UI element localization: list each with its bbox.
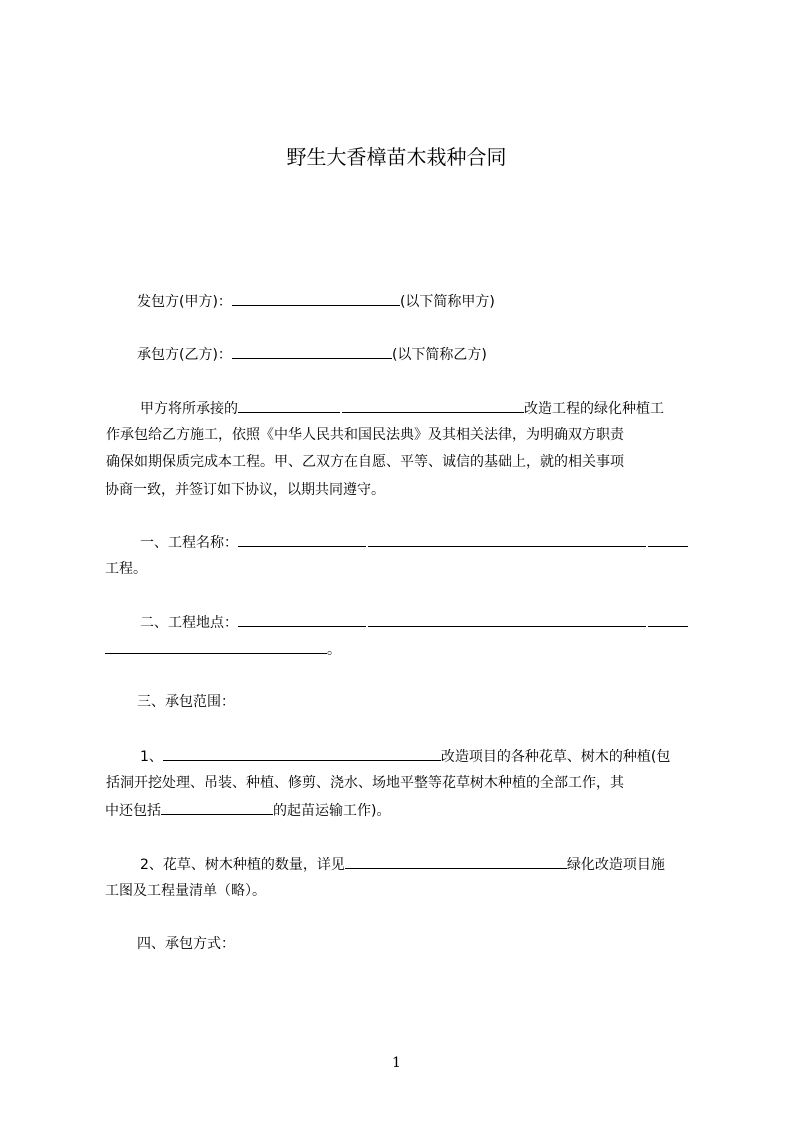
section-2-line	[140, 612, 688, 633]
page-number: 1	[392, 1055, 401, 1071]
item-1-line-3	[105, 800, 390, 821]
party-b-label: 承包方(乙方)：	[137, 347, 232, 363]
section-2-blank-4	[105, 639, 327, 654]
party-a-line	[137, 291, 495, 312]
party-b-suffix: (以下简称乙方)	[391, 347, 487, 363]
item-2-line-2: 工图及工程量清单（略）。	[105, 883, 266, 899]
party-a-blank	[232, 291, 400, 306]
intro-line-4: 协商一致，并签订如下协议，以期共同遵守。	[105, 482, 385, 498]
item-1-line3-suffix: 的起苗运输工作)。	[273, 803, 391, 819]
section-2-line-2	[105, 639, 341, 660]
item-1-blank	[163, 746, 441, 761]
item-1-prefix: 1、	[140, 749, 163, 765]
section-4-heading: 四、承包方式：	[137, 936, 235, 952]
section-1-label: 一、工程名称：	[140, 535, 238, 551]
section-3-heading: 三、承包范围：	[137, 694, 235, 710]
section-1-blank-2	[368, 532, 646, 547]
section-1-suffix: 工程。	[105, 561, 147, 577]
item-2-line	[140, 854, 665, 875]
section-2-label: 二、工程地点：	[140, 615, 238, 631]
section-2-blank-1	[238, 612, 366, 627]
section-2-end: 。	[327, 642, 341, 658]
intro-line-1	[140, 398, 664, 419]
intro-prefix: 甲方将所承接的	[140, 401, 238, 417]
item-2-prefix: 2、花草、树木种植的数量，详见	[140, 857, 345, 873]
party-b-line	[137, 344, 487, 365]
item-1-line-2: 括洞开挖处理、吊装、种植、修剪、浇水、场地平整等花草树木种植的全部工作，其	[106, 775, 624, 791]
intro-blank-2	[342, 398, 524, 413]
intro-blank-1	[238, 398, 340, 413]
section-1-blank-1	[238, 532, 366, 547]
section-1-line	[140, 532, 688, 553]
party-a-suffix: (以下简称甲方)	[399, 294, 495, 310]
item-1-suffix: 改造项目的各种花草、树木的种植(包	[440, 749, 671, 765]
section-2-blank-2	[368, 612, 646, 627]
contract-title: 野生大香樟苗木栽种合同	[286, 145, 507, 169]
party-b-blank	[232, 344, 392, 359]
intro-line-3: 确保如期保质完成本工程。甲、乙双方在自愿、平等、诚信的基础上，就的相关事项	[106, 454, 624, 470]
item-1-blank-2	[161, 800, 273, 815]
item-1-line3-prefix: 中还包括	[105, 803, 161, 819]
section-2-blank-3	[648, 612, 688, 627]
item-2-suffix: 绿化改造项目施	[566, 857, 665, 873]
party-a-label: 发包方(甲方)：	[137, 294, 232, 310]
section-1-blank-3	[648, 532, 688, 547]
intro-line-2: 作承包给乙方施工，依照《中华人民共和国民法典》及其相关法律，为明确双方职责	[106, 427, 624, 443]
item-1-line	[140, 746, 670, 767]
intro-suffix: 改造工程的绿化种植工	[524, 401, 664, 417]
item-2-blank	[345, 854, 567, 869]
